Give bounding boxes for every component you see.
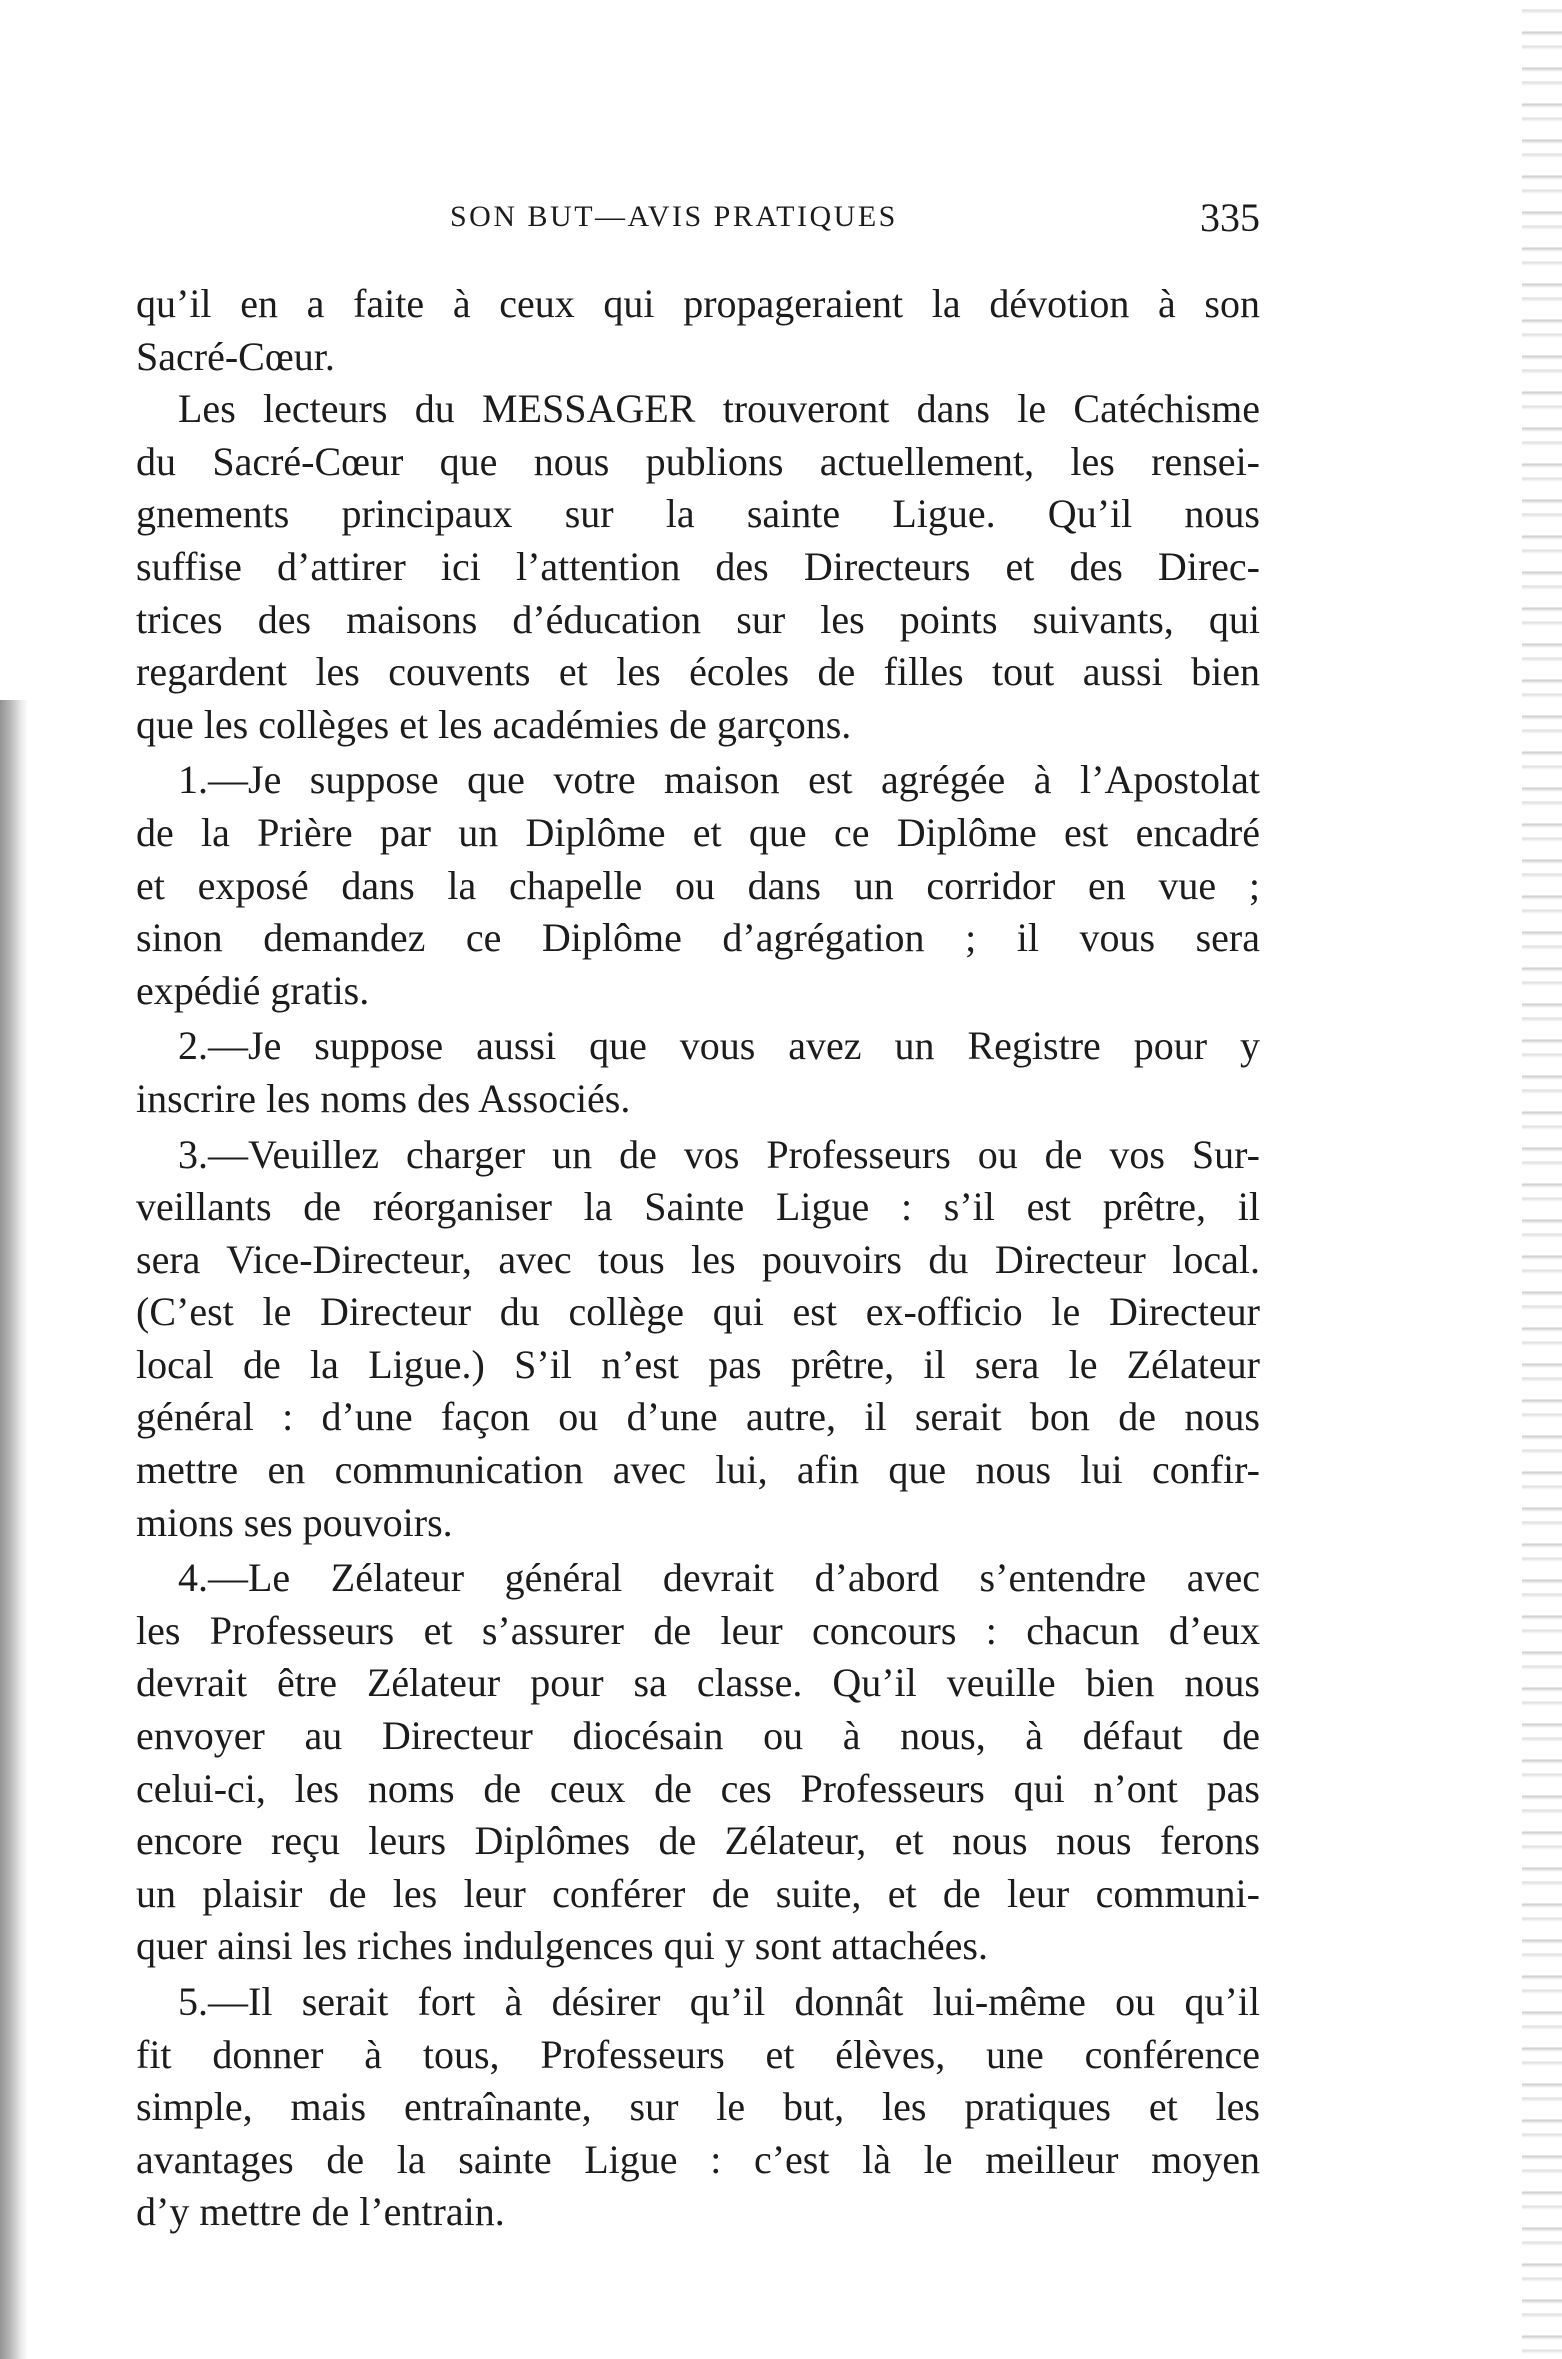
body-text	[136, 278, 1260, 2239]
text-line: trices des maisons d’éducation sur les points suivants, qui	[136, 596, 1260, 642]
text-line: expédié gratis.	[136, 967, 370, 1013]
text-line: simple, mais entraînante, sur le but, les pratiques et les	[136, 2084, 1260, 2130]
text-line: Les lecteurs du MESSAGER trouveront dans le Catéchisme	[178, 386, 1260, 432]
text-line: quer ainsi les riches indulgences qui y sont attachées.	[136, 1923, 988, 1969]
scan-right-edge-noise	[1522, 0, 1562, 2359]
text-line: et exposé dans la chapelle ou dans un corridor en vue ;	[136, 862, 1260, 908]
text-line: envoyer au Directeur diocésain ou à nous, à défaut de	[136, 1713, 1260, 1759]
running-title: SON BUT—AVIS PRATIQUES	[450, 200, 898, 233]
text-line: Sacré-Cœur.	[136, 333, 335, 379]
text-line: 3.—Veuillez charger un de vos Professeurs ou de vos Sur-	[178, 1131, 1260, 1177]
text-line: celui-ci, les noms de ceux de ces Professeurs qui n’ont pas	[136, 1765, 1260, 1811]
text-line: 2.—Je suppose aussi que vous avez un Registre pour y	[178, 1023, 1260, 1069]
text-line: que les collèges et les académies de garçons.	[136, 701, 852, 747]
text-line: sera Vice-Directeur, avec tous les pouvoirs du Directeur local.	[136, 1236, 1260, 1282]
text-line: gnements principaux sur la sainte Ligue. Qu’il nous	[136, 491, 1260, 537]
scan-left-edge-shadow	[0, 700, 28, 2359]
text-line: un plaisir de les leur conférer de suite, et de leur communi-	[136, 1870, 1260, 1916]
text-line: les Professeurs et s’assurer de leur concours : chacun d’eux	[136, 1607, 1260, 1653]
text-line: 5.—Il serait fort à désirer qu’il donnât lui-même ou qu’il	[178, 1979, 1260, 2024]
text-line: fit donner à tous, Professeurs et élèves, une conférence	[136, 2031, 1260, 2077]
text-line: de la Prière par un Diplôme et que ce Diplôme est encadré	[136, 809, 1260, 855]
page-header	[130, 195, 1260, 250]
text-line: encore reçu leurs Diplômes de Zélateur, et nous nous ferons	[136, 1818, 1260, 1864]
text-line: mettre en communication avec lui, afin que nous lui confir-	[136, 1447, 1260, 1493]
text-line: du Sacré-Cœur que nous publions actuellement, les rensei-	[136, 438, 1260, 484]
text-line: qu’il en a faite à ceux qui propageraient la dévotion à son	[136, 281, 1260, 326]
text-line: (C’est le Directeur du collège qui est ex-officio le Directeur	[136, 1289, 1260, 1335]
text-line: veillants de réorganiser la Sainte Ligue : s’il est prêtre, il	[136, 1184, 1260, 1230]
text-line: inscrire les noms des Associés.	[136, 1075, 631, 1121]
text-line: devrait être Zélateur pour sa classe. Qu’il veuille bien nous	[136, 1660, 1260, 1706]
text-line: regardent les couvents et les écoles de filles tout aussi bien	[136, 649, 1260, 695]
text-line: 4.—Le Zélateur général devrait d’abord s’entendre avec	[178, 1555, 1260, 1601]
page-number: 335	[1200, 195, 1260, 240]
text-line: mions ses pouvoirs.	[136, 1499, 453, 1545]
text-line: local de la Ligue.) S’il n’est pas prêtre, il sera le Zélateur	[136, 1341, 1260, 1387]
text-line: suffise d’attirer ici l’attention des Directeurs et des Direc-	[136, 543, 1260, 589]
text-line: d’y mettre de l’entrain.	[136, 2189, 505, 2235]
text-line: sinon demandez ce Diplôme d’agrégation ; il vous sera	[136, 915, 1260, 961]
text-line: avantages de la sainte Ligue : c’est là le meilleur moyen	[136, 2136, 1260, 2182]
text-line: général : d’une façon ou d’une autre, il serait bon de nous	[136, 1394, 1260, 1440]
text-line: 1.—Je suppose que votre maison est agrégée à l’Apostolat	[178, 757, 1260, 803]
